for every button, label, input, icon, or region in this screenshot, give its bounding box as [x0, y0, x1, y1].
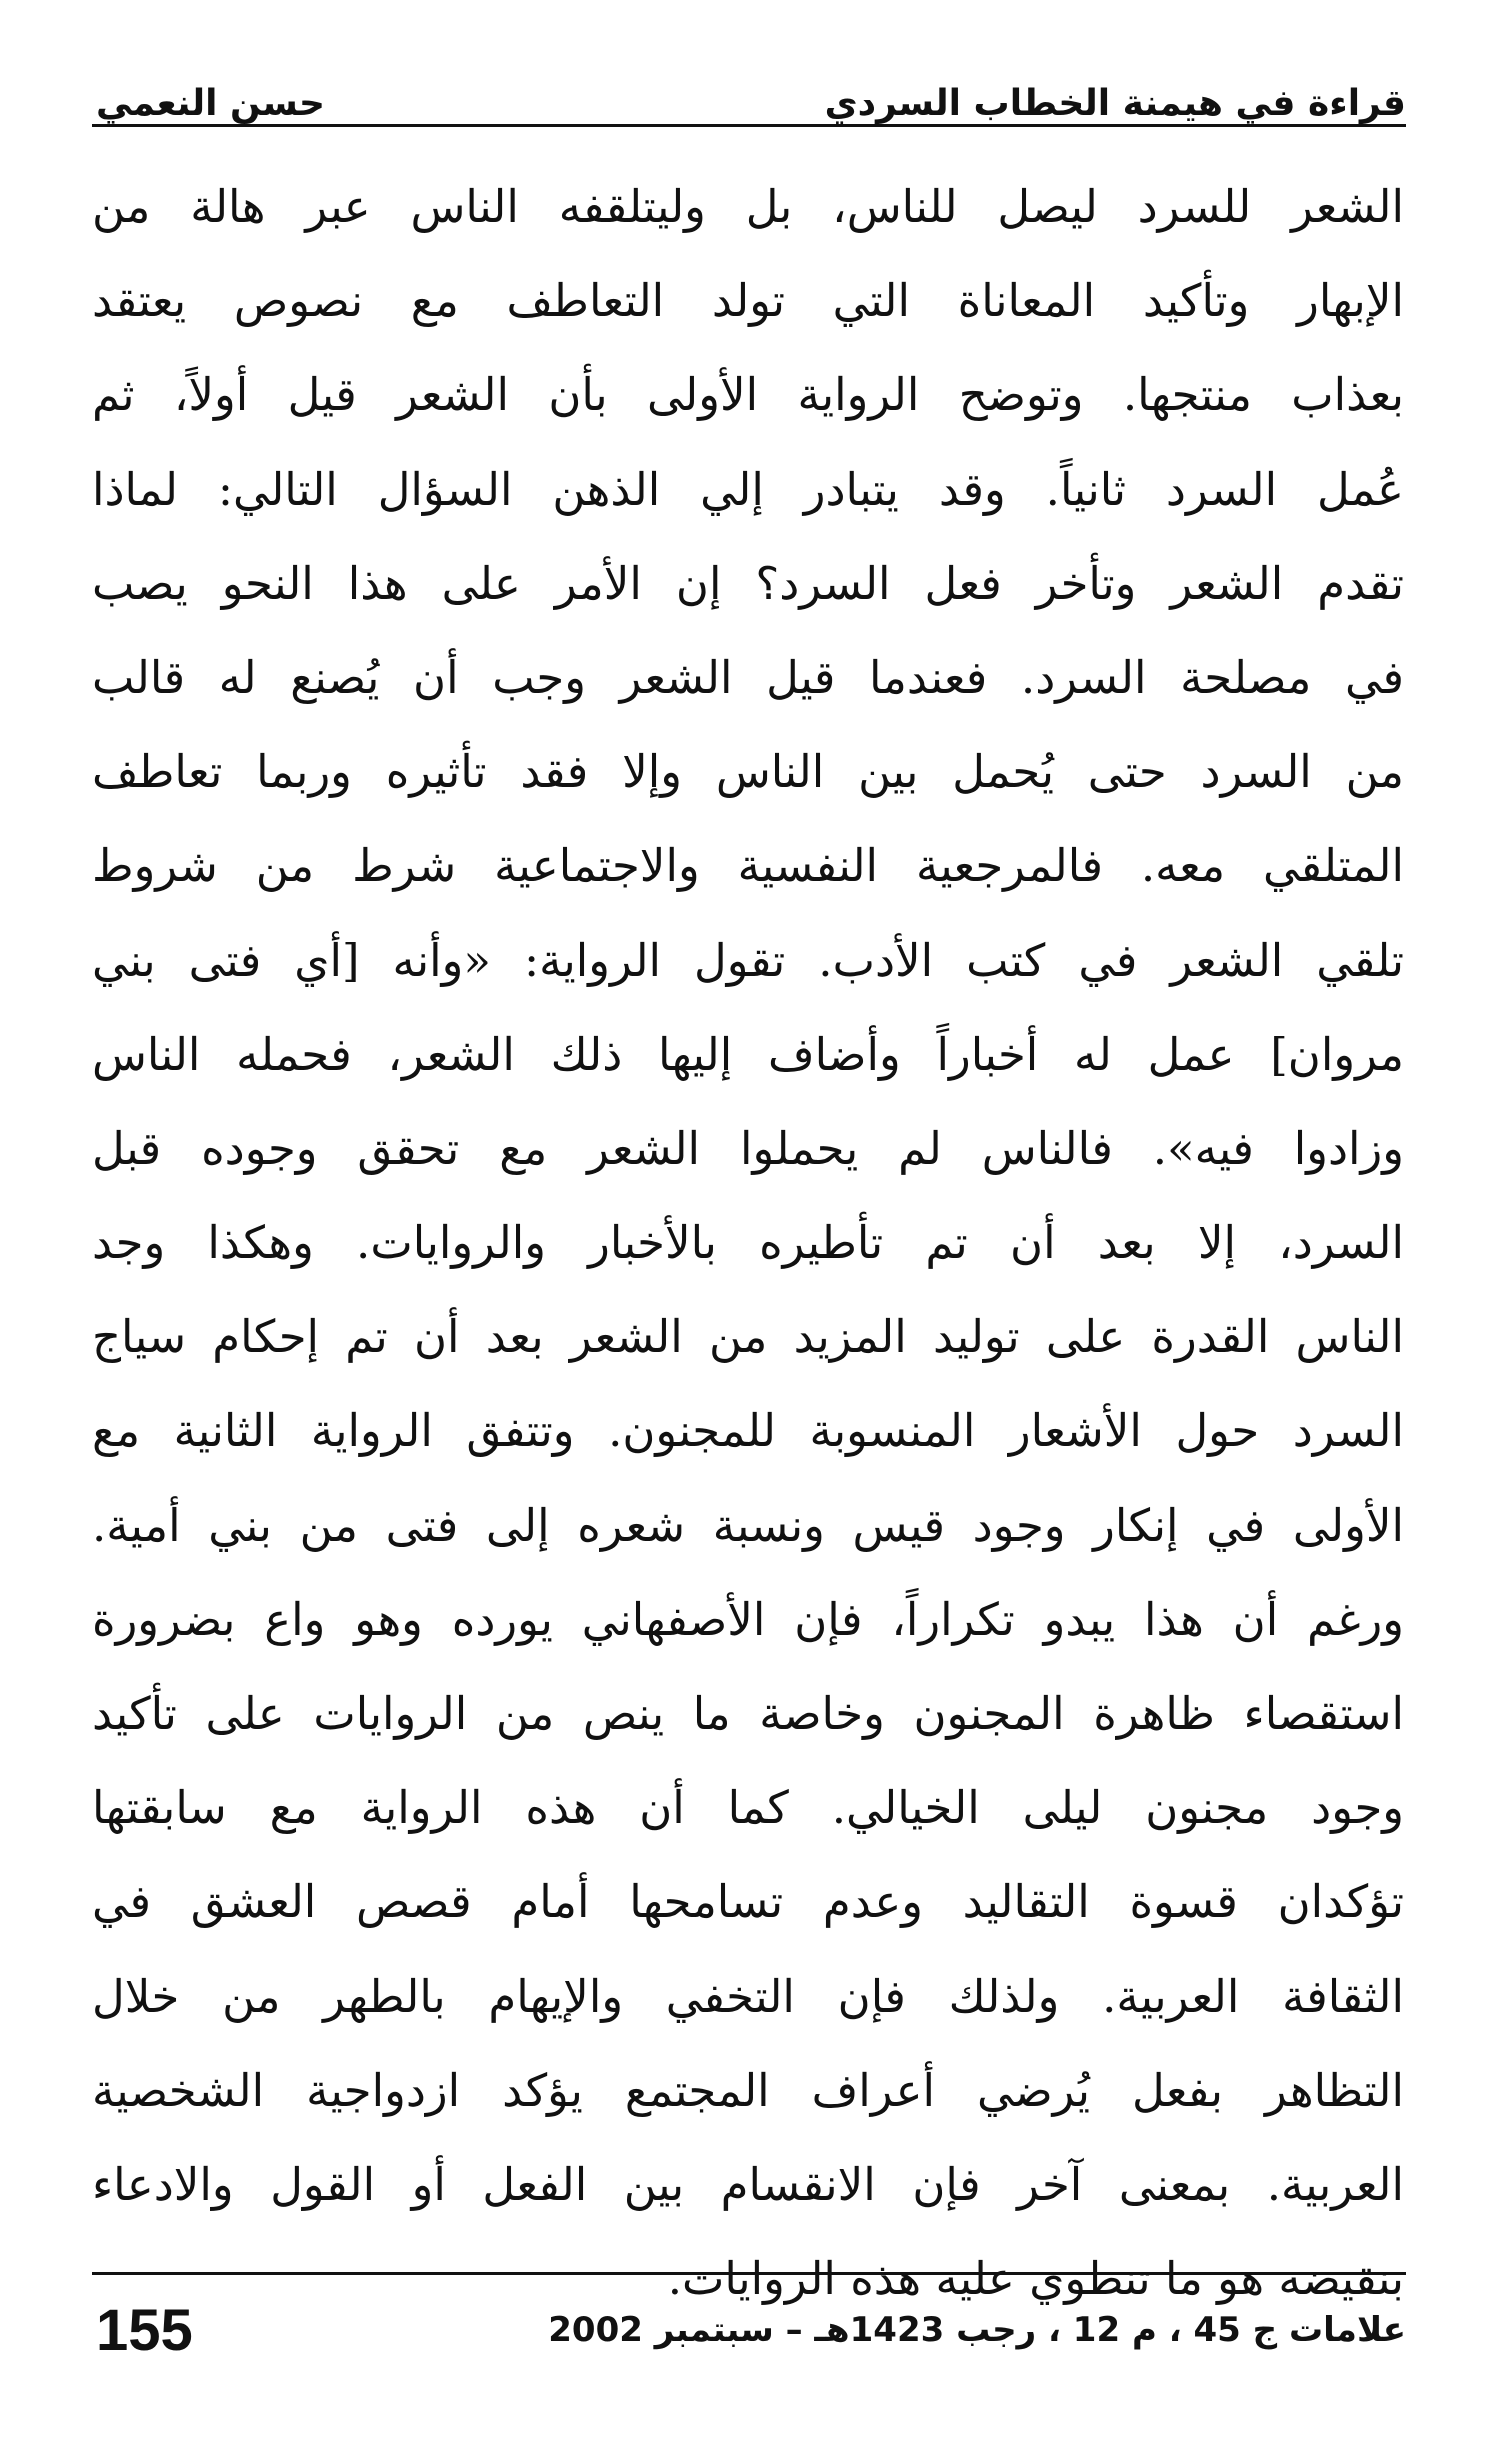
text-line: وزادوا فيه». فالناس لم يحملوا الشعر مع تحقق وجوده قبل	[92, 1121, 1404, 1175]
text-line: تلقي الشعر في كتب الأدب. تقول الرواية: «وأنه [أي فتى بني	[92, 933, 1404, 987]
header-divider	[92, 124, 1406, 127]
text-line: استقصاء ظاهرة المجنون وخاصة ما ينص من الروايات على تأكيد	[92, 1687, 1404, 1740]
header-author: حسن النعمي	[96, 83, 325, 124]
text-line: من السرد حتى يُحمل بين الناس وإلا فقد تأثيره وربما تعاطف	[92, 745, 1404, 799]
page-number: 155	[96, 2297, 193, 2363]
running-header	[96, 52, 1406, 124]
text-line: وجود مجنون ليلى الخيالي. كما أن هذه الرواية مع سابقتها	[92, 1781, 1404, 1835]
text-line: بنقيضه هو ما تنطوي عليه هذه الروايات.	[667, 2252, 1404, 2306]
text-line: تؤكدان قسوة التقاليد وعدم تسامحها أمام قصص العشق في	[92, 1875, 1404, 1929]
text-line: الشعر للسرد ليصل للناس، بل وليتلقفه الناس عبر هالة من	[92, 180, 1404, 233]
text-line: الأولى في إنكار وجود قيس ونسبة شعره إلى فتى من بني أمية.	[92, 1498, 1404, 1552]
text-line: الثقافة العربية. ولذلك فإن التخفي والإيهام بالطهر من خلال	[92, 1969, 1404, 2023]
text-line: السرد حول الأشعار المنسوبة للمجنون. وتتفق الرواية الثانية مع	[92, 1404, 1404, 1458]
text-line: التظاهر بفعل يُرضي أعراف المجتمع يؤكد ازدواجية الشخصية	[92, 2063, 1404, 2117]
text-line: تقدم الشعر وتأخر فعل السرد؟ إن الأمر على هذا النحو يصب	[92, 556, 1404, 610]
issue-info: علامات ج 45 ، م 12 ، رجب 1423هـ – سبتمبر 2002	[548, 2310, 1406, 2350]
footer-divider	[92, 2272, 1406, 2275]
text-line: في مصلحة السرد. فعندما قيل الشعر وجب أن يُصنع له قالب	[92, 650, 1404, 704]
text-line: ورغم أن هذا يبدو تكراراً، فإن الأصفهاني يورده وهو واع بضرورة	[92, 1592, 1404, 1646]
running-footer	[96, 2290, 1406, 2370]
body-text	[92, 160, 1404, 2326]
text-line: عُمل السرد ثانياً. وقد يتبادر إلي الذهن السؤال التالي: لماذا	[92, 462, 1404, 516]
header-title: قراءة في هيمنة الخطاب السردي	[824, 83, 1406, 124]
text-line: مروان] عمل له أخباراً وأضاف إليها ذلك الشعر، فحمله الناس	[92, 1027, 1404, 1081]
text-line: الناس القدرة على توليد المزيد من الشعر بعد أن تم إحكام سياج	[92, 1310, 1404, 1364]
text-line: الإبهار وتأكيد المعاناة التي تولد التعاطف مع نصوص يعتقد	[92, 274, 1404, 328]
text-line: العربية. بمعنى آخر فإن الانقسام بين الفعل أو القول والادعاء	[92, 2157, 1404, 2211]
text-line: السرد، إلا بعد أن تم تأطيره بالأخبار والروايات. وهكذا وجد	[92, 1216, 1404, 1270]
text-line: المتلقي معه. فالمرجعية النفسية والاجتماعية شرط من شروط	[92, 839, 1404, 893]
text-line: بعذاب منتجها. وتوضح الرواية الأولى بأن الشعر قيل أولاً، ثم	[92, 368, 1404, 422]
